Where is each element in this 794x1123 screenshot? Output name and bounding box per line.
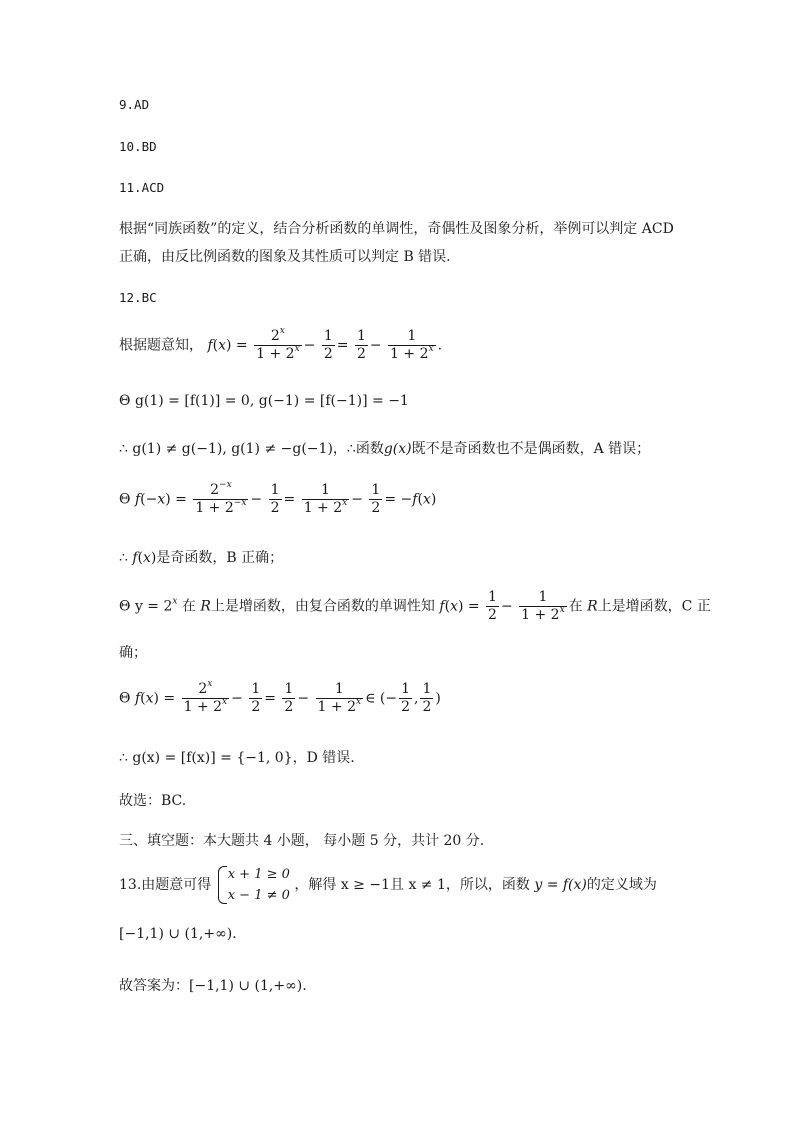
q12-increasing-tail: 确； — [119, 645, 147, 661]
answer-12: 12.BC — [119, 290, 157, 305]
q13-statement: 13.由题意可得 x + 1 ≥ 0 x − 1 ≠ 0 ，解得 x ≥ −1且 x ≠ 1，所以，函数 y = f(x)的定义域为 — [119, 864, 657, 906]
q13-domain: [−1,1) ∪ (1,+∞). — [119, 926, 237, 942]
q11-explanation-line2: 正确，由反比例函数的图象及其性质可以判定 B 错误. — [119, 249, 451, 265]
q12-increasing-statement: Θ $y = 2^x$ 在 R上是增函数，由复合函数的单调性知 f(x) = $\frac{1}{2}$ − $\frac{1}{1 + 2^x}$ 在 R上是增函数，C 正 — [119, 589, 711, 623]
q11-explanation-line1: 根据“同族函数”的定义，结合分析函数的单调性，奇偶性及图象分析，举例可以判定 ACD — [119, 221, 674, 237]
q12-intro: 根据题意知， — [119, 337, 203, 354]
q12-range-derivation: Θ f(x) = $\frac{2^x}{1 + 2^x}$ − $\frac{1}{2}$ = $\frac{1}{2}$ − $\frac{1}{1 + 2^x}$ ∈ (− $\frac{1}{2}$ , $\frac{1}{2}$ ) — [119, 679, 441, 715]
answer-10: 10.BD — [119, 139, 157, 154]
q13-inequality-system: x + 1 ≥ 0 x − 1 ≠ 0 — [216, 864, 290, 906]
answer-11: 11.ACD — [119, 180, 165, 195]
q12-odd-conclusion: ∴ f(x)是奇函数，B 正确； — [119, 550, 284, 566]
q12-parity-statement: ∴ g(1) ≠ g(−1), g(1) ≠ −g(−1)，∴函数g(x)既不是奇函数也不是偶函数，A 错误； — [119, 441, 651, 457]
g-values-expr: g(1) = [f(1)] = 0, g(−1) = [f(−1)] = −1 — [134, 393, 409, 409]
answer-9: 9.AD — [119, 97, 150, 112]
q12-g-values: Θ g(1) = [f(1)] = 0, g(−1) = [f(−1)] = −1 — [119, 393, 409, 409]
section-3-title: 三、填空题：本大题共 4 小题， 每小题 5 分，共计 20 分. — [119, 833, 485, 849]
q12-range-conclusion: ∴ g(x) = [f(x)] = {−1, 0}，D 错误. — [119, 750, 355, 766]
q13-answer: 故答案为：[−1,1) ∪ (1,+∞). — [119, 978, 307, 994]
q12-odd-derivation: Θ f(−x) = $\frac{2^{-x}}{1 + 2^{-x}}$ − $\frac{1}{2}$ = $\frac{1}{1 + 2^x}$ − $\frac{1}{2}$ = −f(x) — [119, 480, 437, 516]
q12-definition: 根据题意知， f(x) = $\frac{2^x}{1 + 2^x}$ − $\frac{1}{2}$ = $\frac{1}{2}$ − $\frac{1}{1 + 2^x}$ . — [119, 326, 443, 362]
q12-choose: 故选：BC. — [119, 793, 187, 809]
